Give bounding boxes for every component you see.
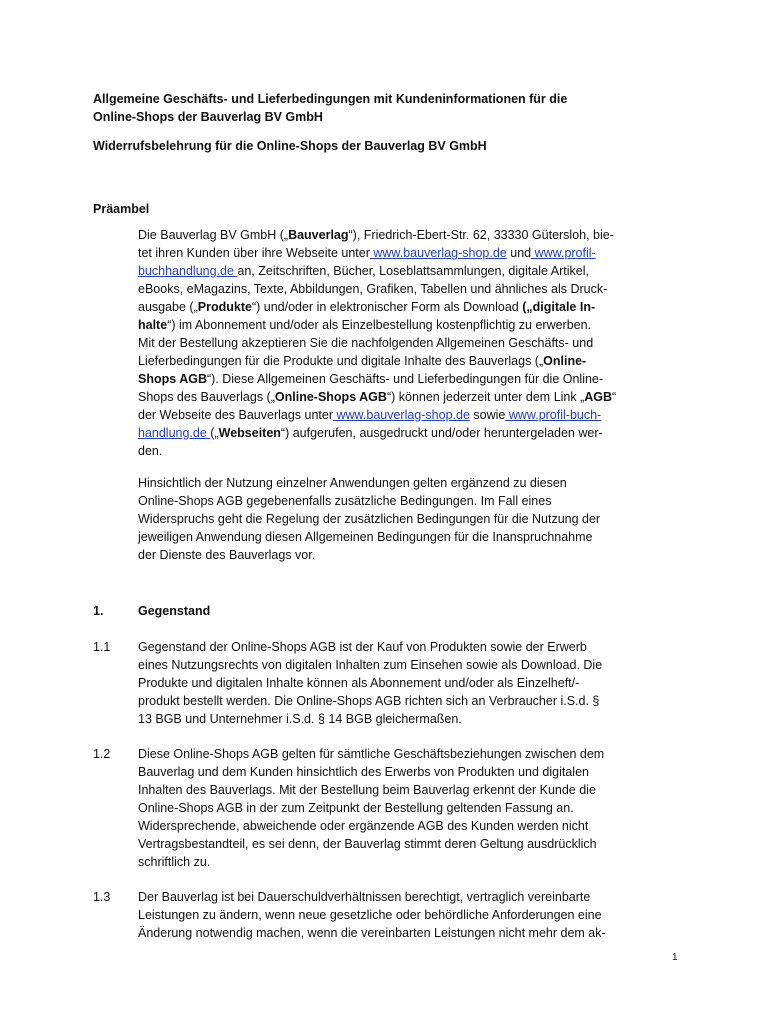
text-line: Online-Shops AGB gegebenenfalls zusätzliche Bedingungen. Im Fall eines bbox=[138, 494, 552, 508]
item-number: 1.3 bbox=[93, 890, 111, 904]
title-line-1: Allgemeine Geschäfts- und Lieferbedingungen mit Kundeninformationen für die bbox=[93, 92, 568, 106]
link-bauverlag-shop[interactable]: www.bauverlag-shop.de bbox=[369, 246, 507, 260]
text-line: Der Bauverlag ist bei Dauerschuldverhältnissen berechtigt, vertraglich vereinbarte bbox=[138, 890, 591, 904]
item-number: 1.2 bbox=[93, 747, 111, 761]
text-line: handlung.de („Webseiten“) aufgerufen, ausgedruckt und/oder heruntergeladen wer- bbox=[138, 426, 603, 440]
text-line: jeweiligen Anwendung diesen Allgemeinen Bedingungen für die Inanspruchnahme bbox=[138, 530, 593, 544]
text-line: eBooks, eMagazins, Texte, Abbildungen, Grafiken, Tabellen und ähnliches als Druck- bbox=[138, 282, 608, 296]
link-bauverlag-shop-2[interactable]: www.bauverlag-shop.de bbox=[333, 408, 470, 422]
item-number: 1.1 bbox=[93, 640, 111, 654]
section-number: 1. bbox=[93, 604, 104, 618]
text-line: Online-Shops AGB in der zum Zeitpunkt der Bestellung geltenden Fassung an. bbox=[138, 801, 574, 815]
text-line: Shops des Bauverlags („Online-Shops AGB“) können jederzeit unter dem Link „AGB“ bbox=[138, 390, 617, 404]
text-line: ausgabe („Produkte“) und/oder in elektronischer Form als Download („digitale In- bbox=[138, 300, 596, 314]
text-line: Leistungen zu ändern, wenn neue gesetzliche oder behördliche Anforderungen eine bbox=[138, 908, 602, 922]
text-line: den. bbox=[138, 444, 163, 458]
item-1-3-text bbox=[138, 888, 678, 942]
text-line: eines Nutzungsrechts von digitalen Inhalten zum Einsehen sowie als Download. Die bbox=[138, 658, 603, 672]
link-profil-buchhandlung-cont[interactable]: buchhandlung.de bbox=[138, 264, 238, 278]
text-line: Produkte und digitalen Inhalte können als Abonnement und/oder als Einzelheft/- bbox=[138, 676, 580, 690]
item-1-2-text bbox=[138, 745, 678, 871]
document-title bbox=[93, 90, 693, 126]
text-line: 13 BGB und Unternehmer i.S.d. § 14 BGB gleichermaßen. bbox=[138, 712, 462, 726]
section-title: Gegenstand bbox=[138, 604, 211, 618]
text-line: Shops AGB“). Diese Allgemeinen Geschäfts- und Lieferbedingungen für die Online- bbox=[138, 372, 604, 386]
preamble-paragraph-1 bbox=[138, 226, 678, 460]
text-line: Änderung notwendig machen, wenn die vereinbarten Leistungen nicht mehr dem ak- bbox=[138, 926, 606, 940]
text-line: Gegenstand der Online-Shops AGB ist der Kauf von Produkten sowie der Erwerb bbox=[138, 640, 587, 654]
text-line: Bauverlag und dem Kunden hinsichtlich des Erwerbs von Produkten und digitalen bbox=[138, 765, 589, 779]
text-line: tet ihren Kunden über ihre Webseite unter www.bauverlag-shop.de und www.profil- bbox=[138, 246, 596, 260]
text-line: halte“) im Abonnement und/oder als Einzelbestellung kostenpflichtig zu erwerben. bbox=[138, 318, 592, 332]
text-line: der Webseite des Bauverlags unter www.bauverlag-shop.de sowie www.profil-buch- bbox=[138, 408, 602, 422]
preamble-heading: Präambel bbox=[93, 202, 150, 216]
text-line: Hinsichtlich der Nutzung einzelner Anwendungen gelten ergänzend zu diesen bbox=[138, 476, 567, 490]
text-line: Die Bauverlag BV GmbH („Bauverlag“), Friedrich-Ebert-Str. 62, 33330 Gütersloh, bie- bbox=[138, 228, 614, 242]
preamble-paragraph-2 bbox=[138, 474, 678, 564]
item-1-1-text bbox=[138, 638, 678, 728]
link-profil-buchhandlung-2[interactable]: www.profil-buch- bbox=[505, 408, 602, 422]
link-profil-buchhandlung-2-cont[interactable]: handlung.de bbox=[138, 426, 211, 440]
text-line: Lieferbedingungen für die Produkte und digitale Inhalte des Bauverlags („Online- bbox=[138, 354, 587, 368]
text-line: Vertragsbestandteil, es sei denn, der Bauverlag stimmt deren Geltung ausdrücklich bbox=[138, 837, 597, 851]
title-line-2: Online-Shops der Bauverlag BV GmbH bbox=[93, 110, 323, 124]
document-subtitle: Widerrufsbelehrung für die Online-Shops der Bauverlag BV GmbH bbox=[93, 139, 487, 153]
page-number: 1 bbox=[672, 952, 678, 963]
text-line: der Dienste des Bauverlags vor. bbox=[138, 548, 316, 562]
text-line: Widerspruchs geht die Regelung der zusätzlichen Bedingungen für die Nutzung der bbox=[138, 512, 601, 526]
text-line: Inhalten des Bauverlags. Mit der Bestellung beim Bauverlag erkennt der Kunde die bbox=[138, 783, 596, 797]
link-profil-buchhandlung[interactable]: www.profil- bbox=[531, 246, 596, 260]
text-line: schriftlich zu. bbox=[138, 855, 211, 869]
text-line: buchhandlung.de an, Zeitschriften, Bücher, Loseblattsammlungen, digitale Artikel, bbox=[138, 264, 589, 278]
text-line: produkt bestellt werden. Die Online-Shops AGB richten sich an Verbraucher i.S.d. § bbox=[138, 694, 600, 708]
text-line: Diese Online-Shops AGB gelten für sämtliche Geschäftsbeziehungen zwischen dem bbox=[138, 747, 605, 761]
text-line: Widersprechende, abweichende oder ergänzende AGB des Kunden werden nicht bbox=[138, 819, 589, 833]
text-line: Mit der Bestellung akzeptieren Sie die nachfolgenden Allgemeinen Geschäfts- und bbox=[138, 336, 594, 350]
